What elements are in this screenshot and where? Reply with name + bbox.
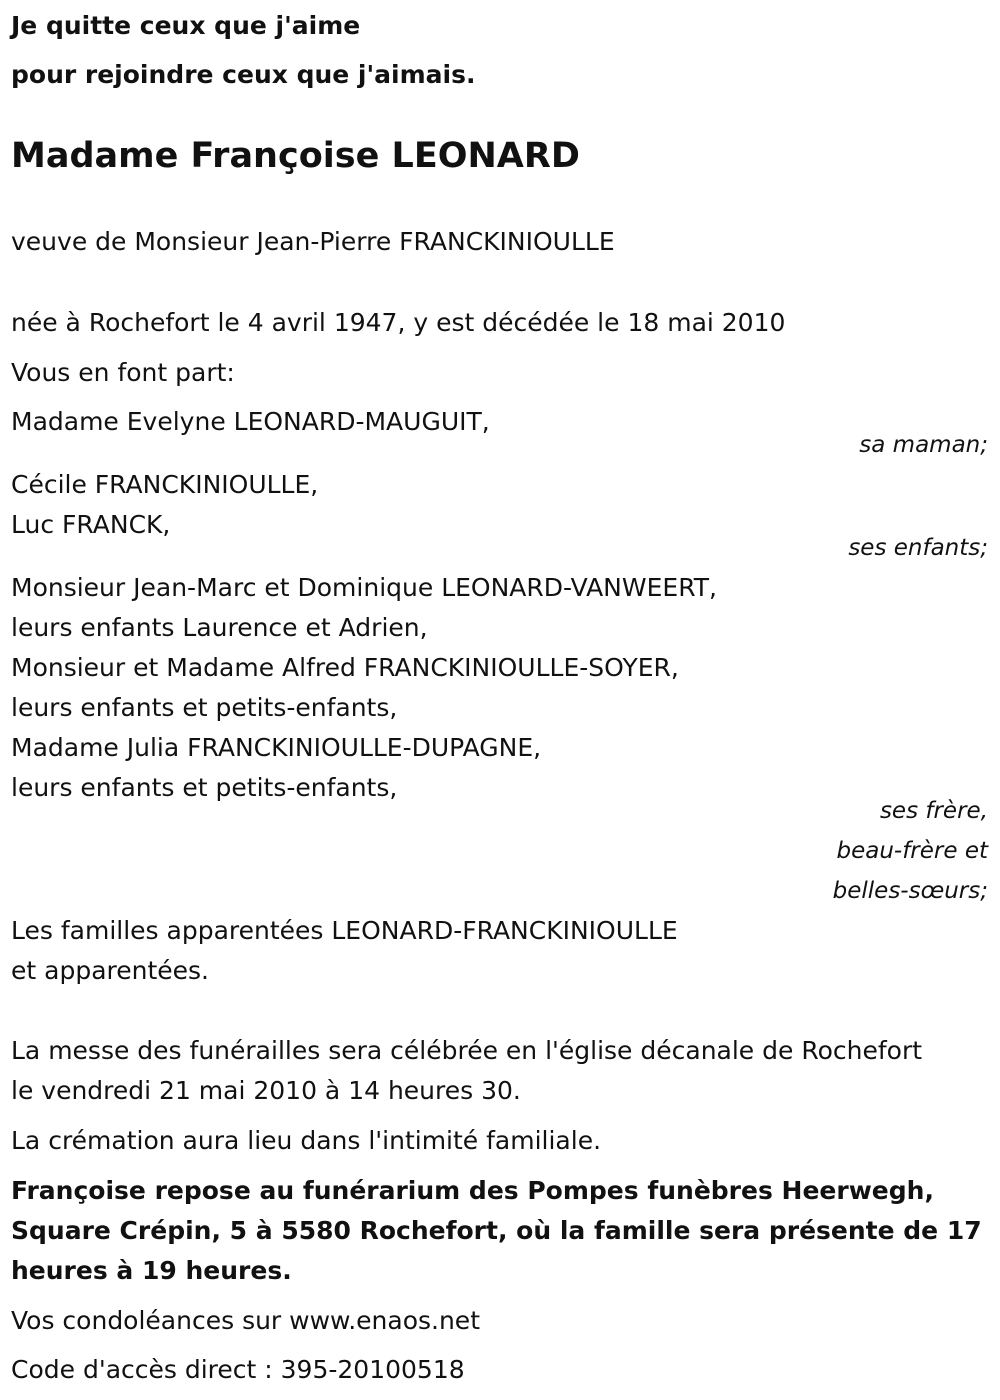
epigraph-line-2: pour rejoindre ceux que j'aimais. <box>11 60 476 89</box>
birth-death: née à Rochefort le 4 avril 1947, y est décédée le 18 mai 2010 <box>11 308 786 337</box>
cremation-note: La crémation aura lieu dans l'intimité familiale. <box>11 1126 602 1155</box>
condolences-link: Vos condoléances sur www.enaos.net <box>11 1306 480 1335</box>
widow-of: veuve de Monsieur Jean-Pierre FRANCKINIOULLE <box>11 227 615 256</box>
rest-line-3: heures à 19 heures. <box>11 1256 292 1285</box>
mass-line-1: La messe des funérailles sera célébrée en l'église décanale de Rochefort <box>11 1036 923 1065</box>
rest-line-1: Françoise repose au funérarium des Pompes funèbres Heerwegh, <box>11 1176 934 1205</box>
siblings-relation-1: ses frère, <box>879 798 988 824</box>
epigraph-line-1: Je quitte ceux que j'aime <box>11 11 361 40</box>
sibling-3-children: leurs enfants et petits-enfants, <box>11 773 398 802</box>
sibling-1-children: leurs enfants Laurence et Adrien, <box>11 613 428 642</box>
families-line-2: et apparentées. <box>11 956 209 985</box>
siblings-relation-3: belles-sœurs; <box>832 878 988 904</box>
deceased-name: Madame Françoise LEONARD <box>11 136 580 176</box>
announcement-intro: Vous en font part: <box>11 358 235 387</box>
rest-line-2: Square Crépin, 5 à 5580 Rochefort, où la famille sera présente de 17 <box>11 1216 982 1245</box>
mass-line-2: le vendredi 21 mai 2010 à 14 heures 30. <box>11 1076 521 1105</box>
child-1: Cécile FRANCKINIOULLE, <box>11 470 319 499</box>
families-line-1: Les familles apparentées LEONARD-FRANCKINIOULLE <box>11 916 678 945</box>
sibling-2-children: leurs enfants et petits-enfants, <box>11 693 398 722</box>
access-code: Code d'accès direct : 395-20100518 <box>11 1355 465 1384</box>
sibling-3: Madame Julia FRANCKINIOULLE-DUPAGNE, <box>11 733 542 762</box>
sibling-1: Monsieur Jean-Marc et Dominique LEONARD-VANWEERT, <box>11 573 717 602</box>
mother-name: Madame Evelyne LEONARD-MAUGUIT, <box>11 407 490 436</box>
siblings-relation-2: beau-frère et <box>836 838 988 864</box>
mother-relation: sa maman; <box>859 432 988 458</box>
sibling-2: Monsieur et Madame Alfred FRANCKINIOULLE-SOYER, <box>11 653 679 682</box>
child-2: Luc FRANCK, <box>11 510 171 539</box>
children-relation: ses enfants; <box>848 535 988 561</box>
